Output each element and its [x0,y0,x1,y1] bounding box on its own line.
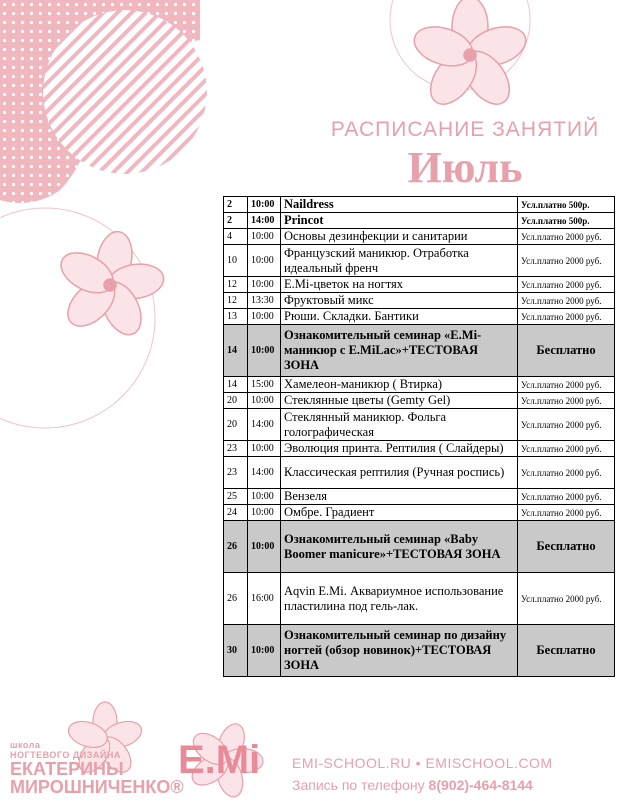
table-row [224,229,615,245]
phone-number[interactable]: 8(902)-464-8144 [428,777,533,793]
heading [300,118,630,192]
table-row [224,457,615,489]
table-row [224,489,615,505]
cell-day: 24 [224,505,248,521]
phone-label: Запись по телефону [292,777,425,793]
cell-time: 10:00 [248,229,281,245]
cell-day: 20 [224,409,248,441]
cell-day: 23 [224,457,248,489]
websites[interactable]: EMI-SCHOOL.RU • EMISCHOOL.COM [292,755,553,771]
cell-day: 12 [224,293,248,309]
table-row [224,521,615,573]
cell-topic: Классическая рептилия (Ручная роспись) [281,457,518,489]
cell-time: 10:00 [248,197,281,213]
table-row [224,277,615,293]
cell-day: 14 [224,377,248,393]
cell-day: 4 [224,229,248,245]
cell-time: 10:00 [248,325,281,377]
cell-topic: Ознакомительный семинар «E.Mi-маникюр с E.MiLac»+ТЕСТОВАЯ ЗОНА [281,325,518,377]
cell-day: 30 [224,625,248,677]
cell-time: 10:00 [248,489,281,505]
cell-time: 14:00 [248,213,281,229]
cell-topic: Рюши. Складки. Бантики [281,309,518,325]
cell-time: 10:00 [248,441,281,457]
cell-day: 13 [224,309,248,325]
cell-topic: Французский маникюр. Отработка идеальный френч [281,245,518,277]
cell-time: 10:00 [248,309,281,325]
cell-price: Усл.платно 2000 руб. [518,309,615,325]
cell-price: Усл.платно 2000 руб. [518,293,615,309]
cell-price: Усл.платно 2000 руб. [518,277,615,293]
cell-day: 10 [224,245,248,277]
cell-day: 2 [224,197,248,213]
flower-left [54,229,166,341]
cell-price: Усл.платно 2000 руб. [518,441,615,457]
cell-time: 13:30 [248,293,281,309]
table-row [224,245,615,277]
cell-topic: E.Mi-цветок на ногтях [281,277,518,293]
cell-price: Усл.платно 2000 руб. [518,409,615,441]
cell-topic: Стеклянный маникюр. Фольга голографическая [281,409,518,441]
cell-time: 14:00 [248,409,281,441]
cell-time: 10:00 [248,277,281,293]
table-row [224,393,615,409]
cell-topic: Фруктовый микс [281,293,518,309]
cell-time: 10:00 [248,505,281,521]
cell-time: 10:00 [248,625,281,677]
cell-topic: Омбре. Градиент [281,505,518,521]
cell-day: 26 [224,573,248,625]
cell-topic: Naildress [281,197,518,213]
table-row [224,409,615,441]
cell-topic: Стеклянные цветы (Gemty Gel) [281,393,518,409]
cell-day: 25 [224,489,248,505]
cell-time: 10:00 [248,393,281,409]
table-row [224,213,615,229]
table-row [224,441,615,457]
month-title: Июль [407,143,523,192]
cell-day: 2 [224,213,248,229]
table-row [224,325,615,377]
cell-price: Усл.платно 2000 руб. [518,505,615,521]
cell-topic: Ознакомительный семинар по дизайну ногтей (обзор новинок)+ТЕСТОВАЯ ЗОНА [281,625,518,677]
brand-logo: E.Mi [178,738,261,782]
cell-time: 14:00 [248,457,281,489]
table-row [224,573,615,625]
cell-price: Усл.платно 2000 руб. [518,393,615,409]
table-row [224,197,615,213]
page-title: РАСПИСАНИЕ ЗАНЯТИЙ [330,118,600,141]
cell-price: Бесплатно [518,521,615,573]
school-logo: школа НОГТЕВОГО ДИЗАЙНА ЕКАТЕРИНЫ МИРОШНИЧЕНКО® [10,740,184,797]
table-row [224,293,615,309]
striped-circle [43,10,207,174]
cell-price: Усл.платно 2000 руб. [518,457,615,489]
cell-price: Усл.платно 500р. [518,197,615,213]
cell-topic: Princot [281,213,518,229]
cell-price: Усл.платно 2000 руб. [518,229,615,245]
cell-time: 10:00 [248,245,281,277]
schedule-table [223,196,615,677]
cell-time: 16:00 [248,573,281,625]
table-row [224,625,615,677]
cell-price: Усл.платно 500р. [518,213,615,229]
flower-top-right [409,0,530,113]
cell-topic: Основы дезинфекции и санитарии [281,229,518,245]
cell-topic: Эволюция принта. Рептилия ( Слайдеры) [281,441,518,457]
cell-price: Усл.платно 2000 руб. [518,377,615,393]
phone-line [292,777,533,793]
cell-price: Усл.платно 2000 руб. [518,489,615,505]
cell-price: Бесплатно [518,625,615,677]
table-row [224,377,615,393]
table-row [224,505,615,521]
cell-price: Усл.платно 2000 руб. [518,245,615,277]
cell-price: Бесплатно [518,325,615,377]
cell-day: 14 [224,325,248,377]
cell-topic: Ознакомительный семинар «Baby Boomer manicure»+ТЕСТОВАЯ ЗОНА [281,521,518,573]
cell-day: 26 [224,521,248,573]
cell-price: Усл.платно 2000 руб. [518,573,615,625]
cell-day: 12 [224,277,248,293]
cell-topic: Aqvin E.Mi. Аквариумное использование пластилина под гель-лак. [281,573,518,625]
cell-time: 10:00 [248,521,281,573]
cell-day: 23 [224,441,248,457]
cell-topic: Хамелеон-маникюр ( Втирка) [281,377,518,393]
cell-day: 20 [224,393,248,409]
cell-topic: Вензеля [281,489,518,505]
table-row [224,309,615,325]
cell-time: 15:00 [248,377,281,393]
